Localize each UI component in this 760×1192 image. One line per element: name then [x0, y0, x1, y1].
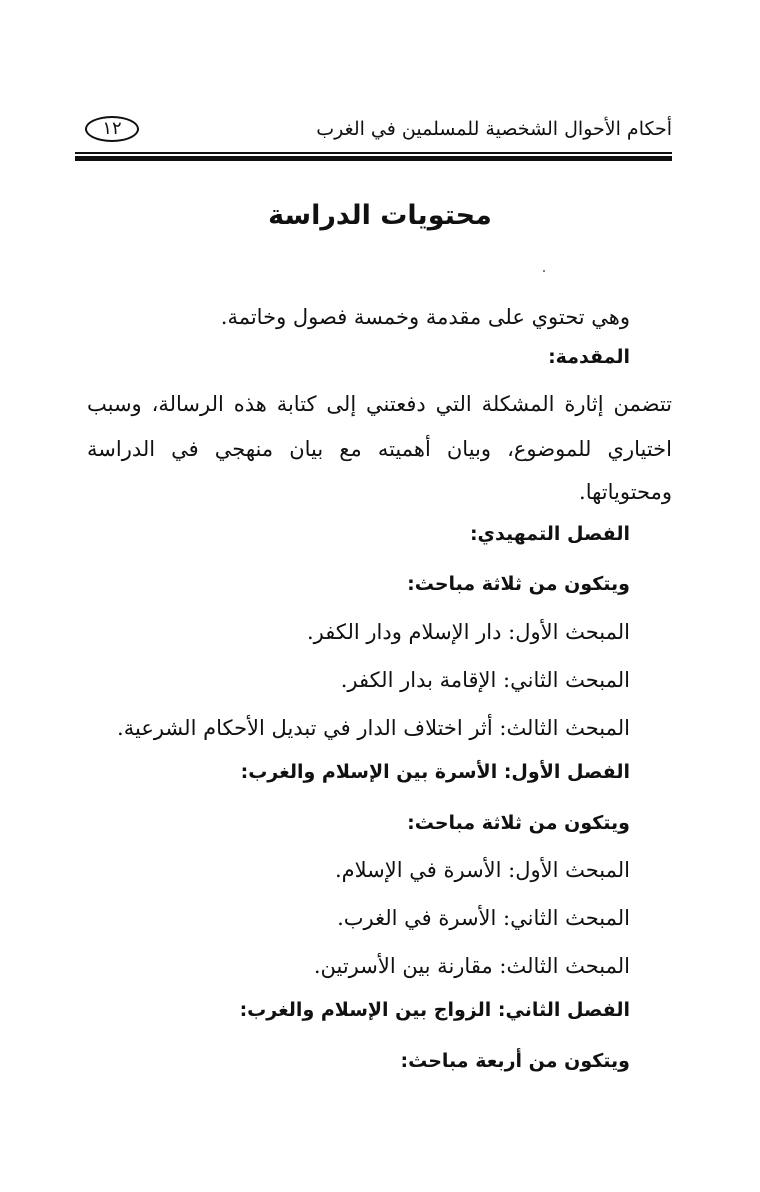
tamhidi-item-1: المبحث الأول: دار الإسلام ودار الكفر.	[307, 620, 630, 644]
chapter-2-count: ويتكون من أربعة مباحث:	[400, 1050, 630, 1072]
chapter-1-item-3: المبحث الثالث: مقارنة بين الأسرتين.	[313, 954, 630, 978]
print-speck	[543, 270, 545, 272]
muqaddima-heading: المقدمة:	[548, 346, 630, 368]
tamhidi-item-3: المبحث الثالث: أثر اختلاف الدار في تبديل الأحكام الشرعية.	[117, 716, 630, 740]
header-rule-thin	[75, 152, 672, 154]
muqaddima-line-1: تتضمن إثارة المشكلة التي دفعتني إلى كتابة هذه الرسالة، وسبب	[87, 392, 672, 416]
tamhidi-heading: الفصل التمهيدي:	[469, 523, 630, 545]
intro-line: وهي تحتوي على مقدمة وخمسة فصول وخاتمة.	[220, 305, 630, 329]
tamhidi-count: ويتكون من ثلاثة مباحث:	[407, 573, 630, 595]
chapter-2-heading: الفصل الثاني: الزواج بين الإسلام والغرب:	[239, 999, 630, 1021]
chapter-1-heading: الفصل الأول: الأسرة بين الإسلام والغرب:	[240, 761, 630, 783]
tamhidi-item-2: المبحث الثاني: الإقامة بدار الكفر.	[340, 668, 630, 692]
muqaddima-line-2: اختياري للموضوع، وبيان أهميته مع بيان منهجي في الدراسة	[87, 437, 672, 461]
chapter-1-count: ويتكون من ثلاثة مباحث:	[407, 812, 630, 834]
header-rule-thick	[75, 156, 672, 161]
chapter-1-item-1: المبحث الأول: الأسرة في الإسلام.	[334, 858, 630, 882]
chapter-1-item-2: المبحث الثاني: الأسرة في الغرب.	[337, 906, 630, 930]
running-header	[75, 112, 672, 150]
muqaddima-line-3: ومحتوياتها.	[579, 480, 672, 504]
running-header-title: أحكام الأحوال الشخصية للمسلمين في الغرب	[316, 118, 672, 140]
section-title: محتويات الدراسة	[268, 200, 492, 231]
page-number-badge: ١٢	[85, 116, 139, 142]
